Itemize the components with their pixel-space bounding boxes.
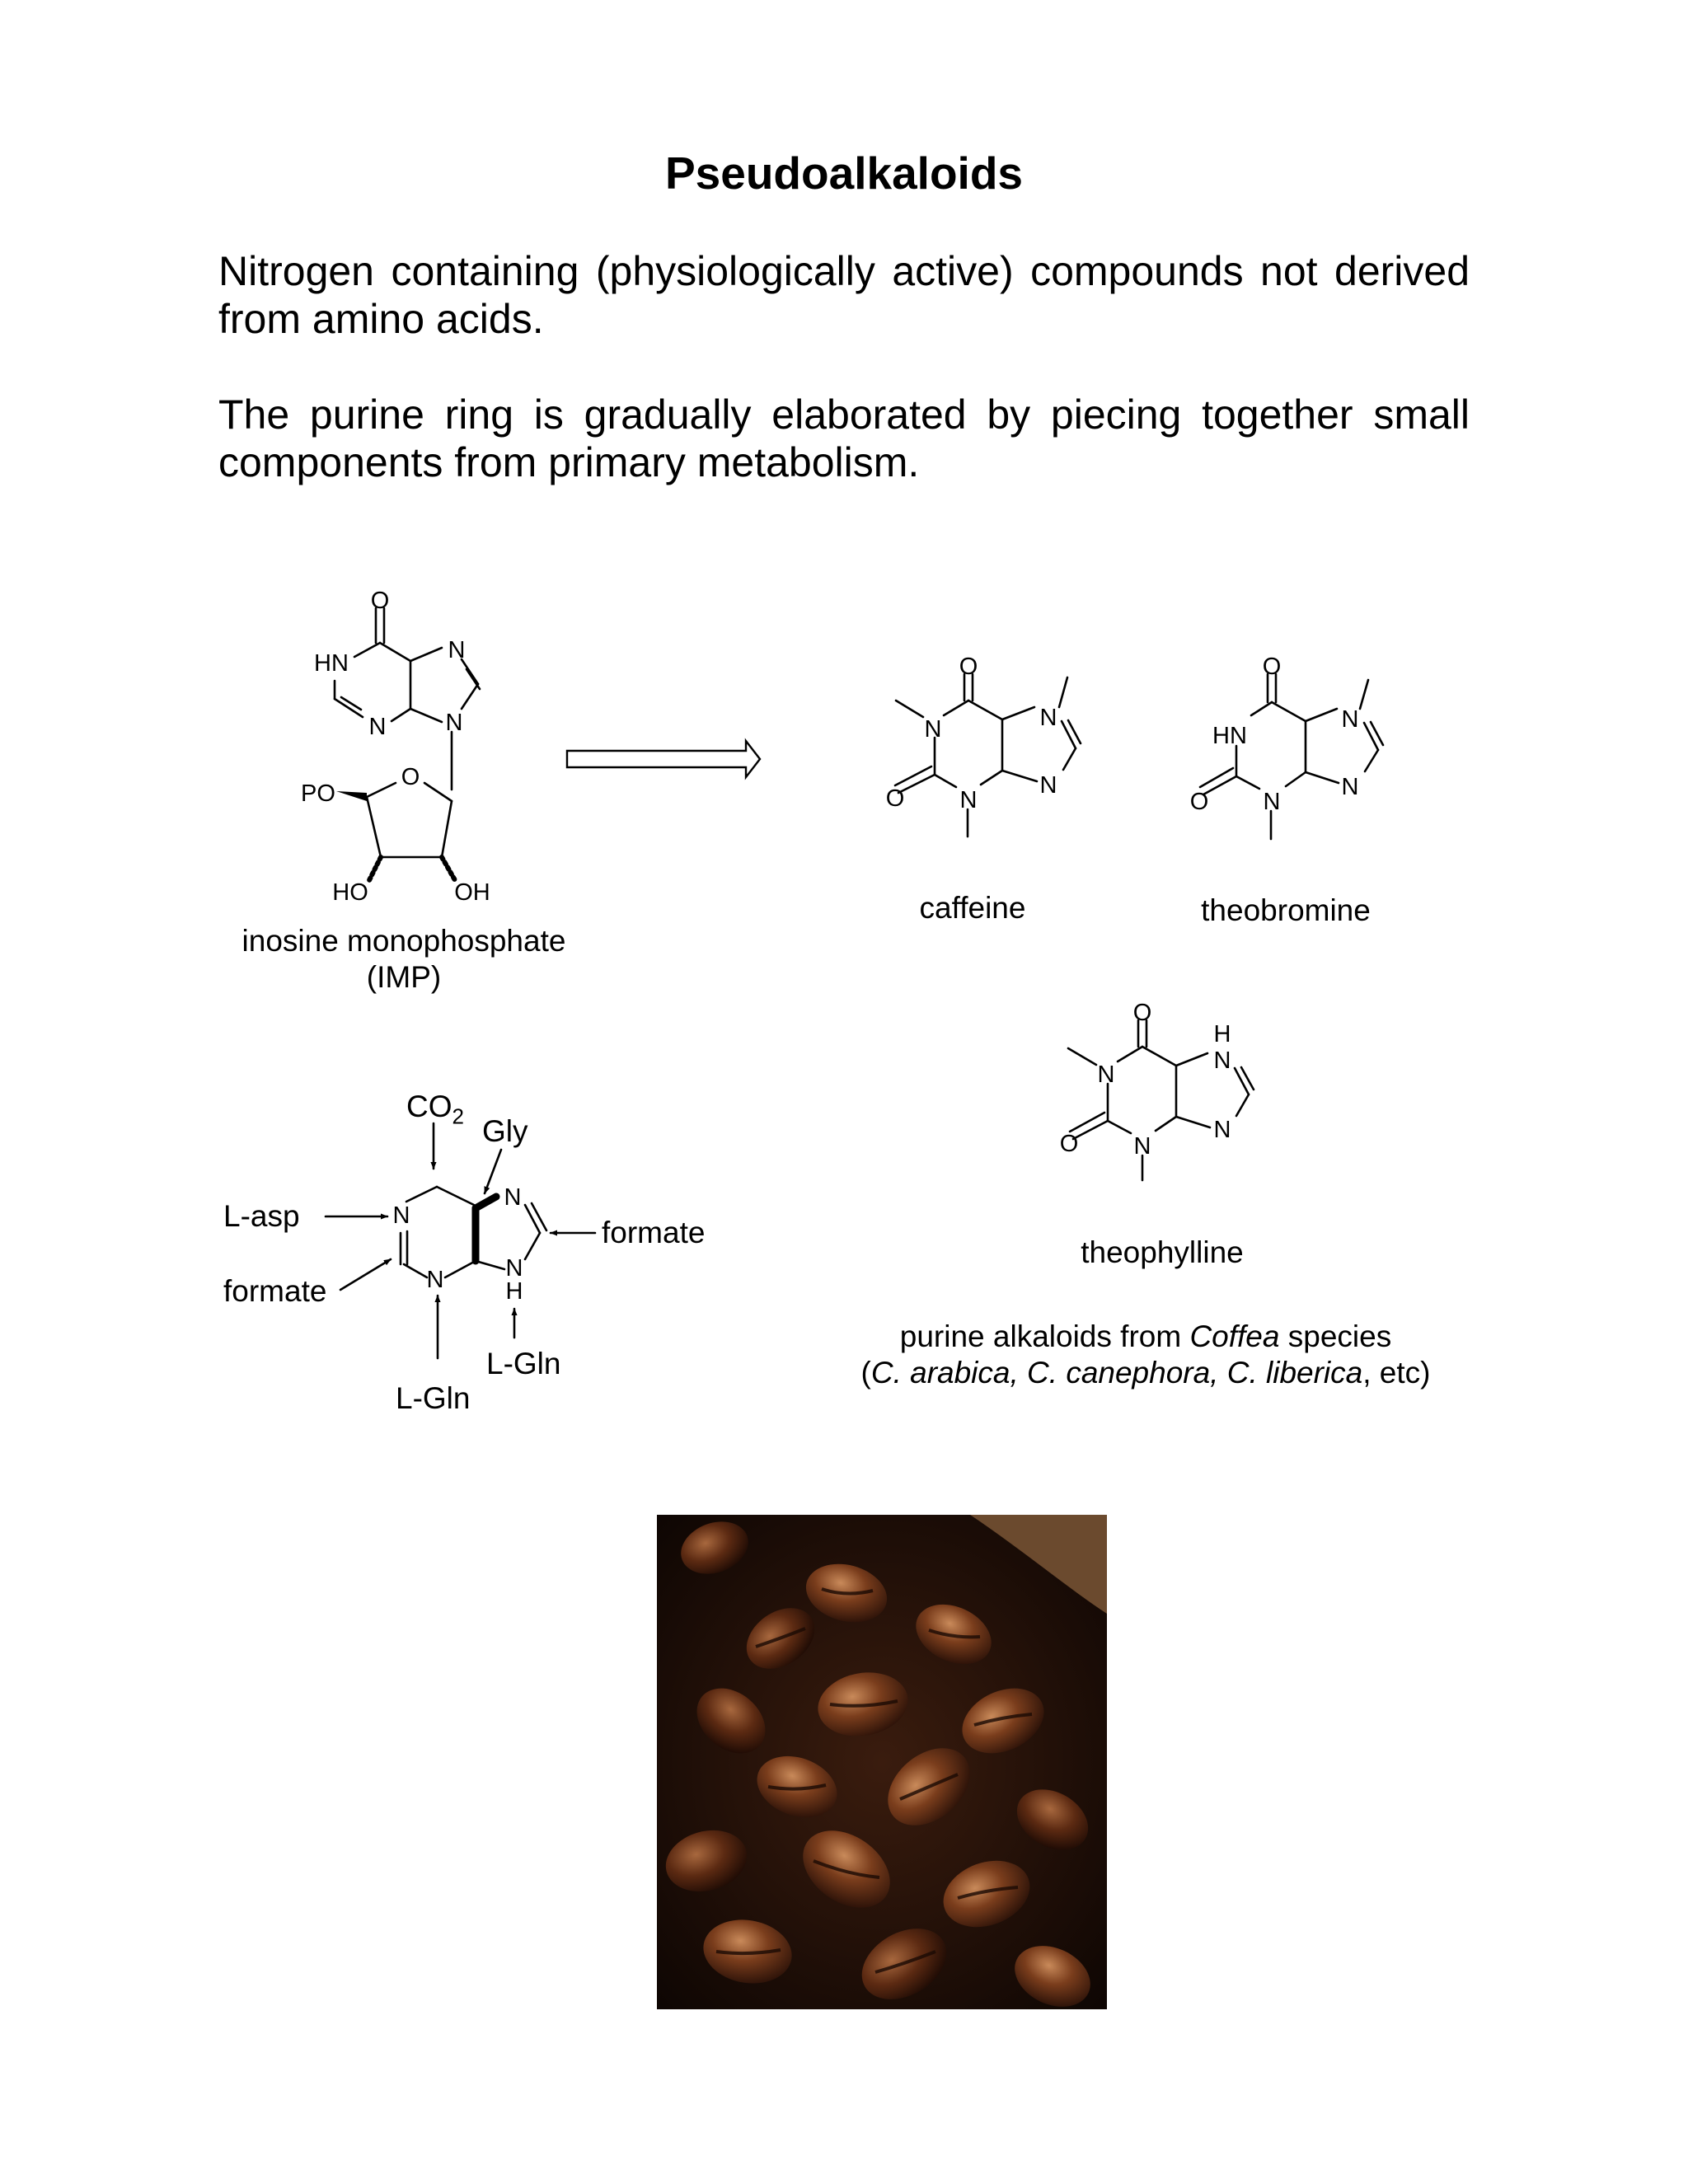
- theobromine-hn-atom: HN: [1212, 723, 1247, 749]
- caption-text: , etc): [1362, 1356, 1431, 1390]
- purine-h-atom: H: [505, 1278, 523, 1305]
- caption-text: species: [1279, 1319, 1392, 1353]
- coffee-beans-image: [657, 1515, 1107, 2009]
- theophylline-label: theophylline: [1081, 1235, 1244, 1269]
- caffeine-n-atom: N: [1039, 772, 1057, 799]
- theophylline-n-atom: N: [1213, 1117, 1231, 1143]
- imp-n-atom: N: [448, 637, 466, 663]
- caffeine-structure: [895, 674, 1081, 837]
- caffeine-n-atom: N: [924, 716, 942, 743]
- theobromine-n-atom: N: [1263, 789, 1281, 815]
- imp-n-atom: N: [445, 710, 463, 736]
- caption-text: purine alkaloids from: [899, 1319, 1190, 1353]
- purine-origin-structure: [326, 1123, 595, 1358]
- caffeine-label: caffeine: [919, 891, 1026, 925]
- imp-ho-group: HO: [332, 879, 368, 906]
- intro-paragraph: Nitrogen containing (physiologically active) compounds not derived from amino acids.: [218, 248, 1470, 342]
- caffeine-o-atom: O: [885, 785, 905, 812]
- imp-o-atom: O: [401, 764, 420, 790]
- purine-n-atom: N: [392, 1202, 410, 1229]
- theophylline-o-atom: O: [1132, 1000, 1152, 1026]
- caption-species: C. arabica, C. canephora, C. liberica: [870, 1356, 1363, 1390]
- purine-alkaloids-caption: [824, 1319, 1467, 1391]
- theobromine-label: theobromine: [1201, 893, 1371, 927]
- imp-caption: [223, 923, 585, 996]
- theophylline-n-atom: N: [1213, 1047, 1231, 1074]
- co2-label: $CO_2$: [406, 1090, 464, 1129]
- imp-name: inosine monophosphate: [241, 924, 566, 958]
- l-gln-label: L-Gln: [486, 1347, 561, 1380]
- formate-left-label: formate: [223, 1274, 327, 1308]
- theophylline-o-atom: O: [1059, 1131, 1079, 1157]
- purine-paragraph: The purine ring is gradually elaborated by piecing together small components from primary metabolism.: [218, 391, 1470, 485]
- caffeine-o-atom: O: [959, 654, 978, 680]
- caption-text: (: [860, 1356, 871, 1390]
- imp-hn-atom: HN: [314, 650, 349, 677]
- imp-oh-group: OH: [454, 879, 490, 906]
- caffeine-n-atom: N: [1039, 705, 1057, 731]
- l-asp-label: L-asp: [223, 1199, 300, 1233]
- theophylline-n-atom: N: [1097, 1062, 1115, 1088]
- theobromine-o-atom: O: [1189, 789, 1209, 815]
- theophylline-n-atom: N: [1133, 1133, 1151, 1160]
- caption-genus: Coffea: [1189, 1319, 1280, 1353]
- theobromine-o-atom: O: [1262, 654, 1282, 680]
- theobromine-n-atom: N: [1341, 774, 1359, 800]
- l-gln-label: L-Gln: [396, 1381, 471, 1415]
- formate-right-label: formate: [602, 1216, 706, 1249]
- imp-po-group: PO: [301, 780, 335, 807]
- coffee-beans-photo: [657, 1515, 1107, 2009]
- imp-n-atom: N: [368, 714, 387, 740]
- page-title: Pseudoalkaloids: [664, 148, 1024, 199]
- imp-abbr: (IMP): [366, 960, 442, 994]
- imp-o-atom: O: [370, 588, 390, 614]
- purine-n-atom: N: [426, 1267, 444, 1293]
- purine-n-atom: N: [505, 1255, 523, 1282]
- caffeine-n-atom: N: [959, 787, 978, 813]
- purine-n-atom: N: [504, 1184, 522, 1211]
- gly-label: Gly: [482, 1114, 528, 1148]
- theobromine-n-atom: N: [1341, 706, 1359, 733]
- theophylline-h-atom: H: [1213, 1021, 1231, 1047]
- theobromine-structure: [1200, 674, 1383, 839]
- conversion-arrow: [567, 741, 760, 777]
